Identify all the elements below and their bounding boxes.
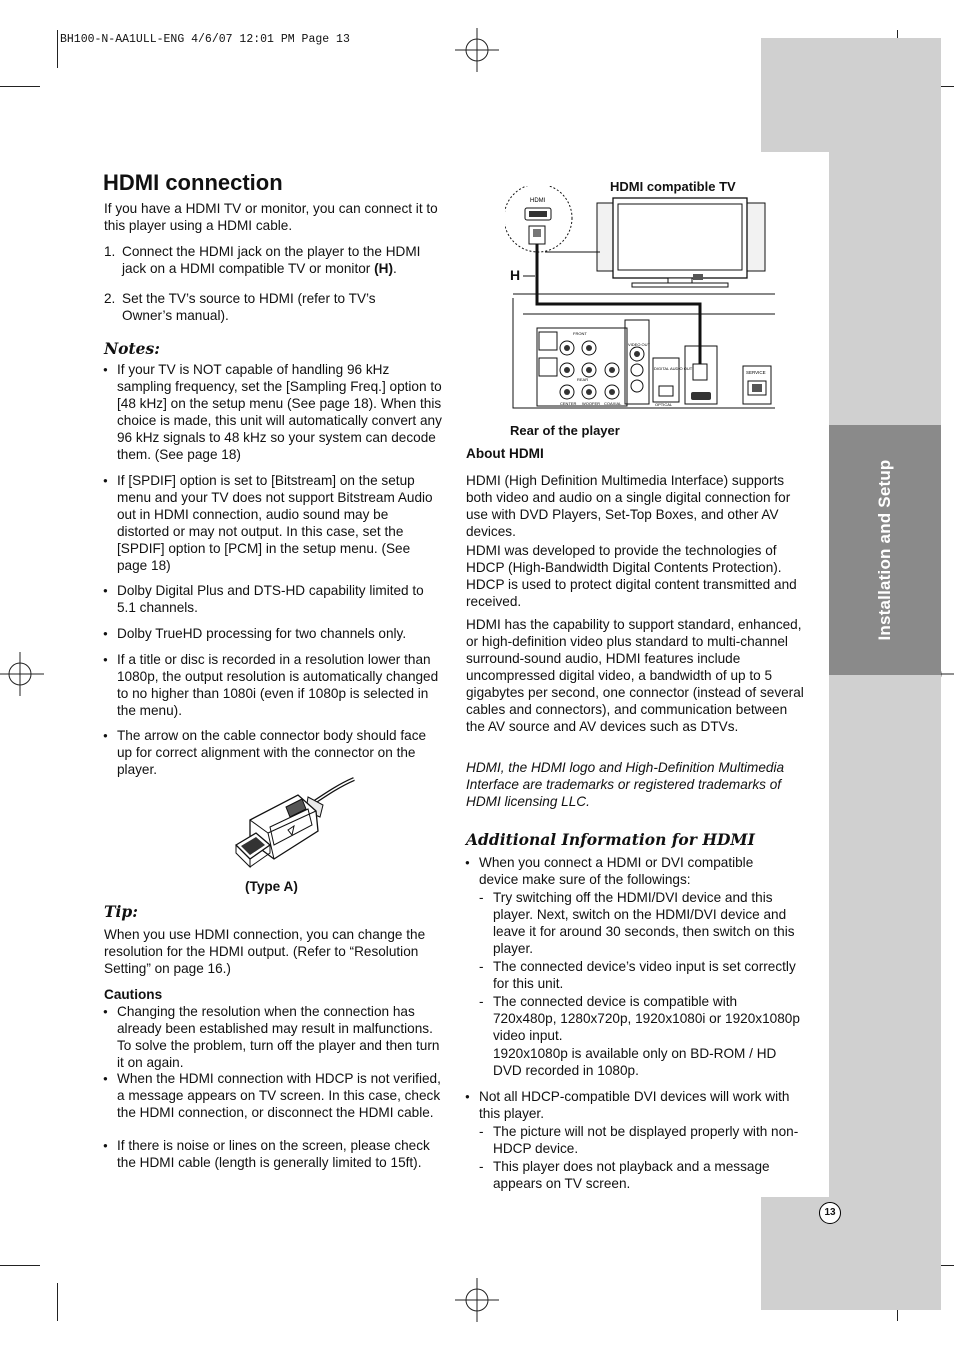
video-out-label: VIDEO OUT [628,342,651,347]
rear-jack-label: REAR [577,377,589,382]
front-jack-label: FRONT [573,331,587,336]
step-text: Set the TV’s source to HDMI (refer to TV’s Owner’s manual). [122,291,376,323]
intro-text: If you have a HDMI TV or monitor, you can connect it to this player using a HDMI cable. [104,201,438,233]
digital-audio-out-label: DIGITAL AUDIO OUT [654,366,693,371]
hdmi-connector-illustration [228,775,358,875]
note-item: ● Dolby TrueHD processing for two channels only. [117,625,443,642]
coaxial-jack-label: COAXIAL [604,401,622,406]
step-number: 2. [104,291,116,306]
woofer-jack-label: WOOFER [582,401,600,406]
center-jack-label: CENTER [560,401,577,406]
note-item: ● The arrow on the cable connector body should face up for correct alignment with the connector on the player. [117,727,443,778]
service-jack-label: SERVICE [746,370,766,375]
about-heading: About HDMI [466,446,544,461]
print-slug: BH100-N-AA1ULL-ENG 4/6/07 12:01 PM Page 13 [60,33,350,46]
note-item: ● If a title or disc is recorded in a resolution lower than 1080p, the output resolution is automatically changed to no higher than 1080i (even if 1080p is selected in the menu). [117,651,443,719]
crop-mark [0,1265,40,1266]
registration-mark-left [0,652,44,696]
crop-mark [0,86,40,87]
note-item: ● If your TV is NOT capable of handling 96 kHz sampling frequency, set the [Sampling Freq.] option to [48 kHz] on the setup menu (See page 18). When this choice is made, this unit will automatically convert any 96 kHz signals to 48 kHz so your system can decode them. (See page 18) [117,361,443,463]
caution-item: ● When the HDMI connection with HDCP is not verified, a message appears on TV screen. In this case, check the HDMI connection, or disconnect the HDMI cable. [117,1070,445,1121]
step-number: 1. [104,244,116,259]
note-item: ● If [SPDIF] option is set to [Bitstream] on the setup menu and your TV does not support Bitstream Audio out in HDMI connection, audio sound may be distorted or may not output. In this case, set the [SPDIF] option to [PCM] in the setup menu. (See page 18) [117,472,443,574]
additional-item: ● Not all HDCP-compatible DVI devices will work with this player. [479,1088,799,1122]
page-number: 13 [819,1202,841,1224]
cautions-heading: Cautions [104,987,163,1002]
side-strip-top [761,38,941,152]
additional-subitem: - This player does not playback and a message appears on TV screen. [493,1158,803,1192]
optical-label: OPTICAL [655,402,673,407]
rear-label: Rear of the player [510,423,620,438]
note-item: ● Dolby Digital Plus and DTS-HD capability limited to 5.1 channels. [117,582,443,616]
caution-item: ● If there is noise or lines on the screen, please check the HDMI cable (length is generally limited to 15ft). [117,1137,445,1171]
registration-mark-top [455,28,499,72]
side-strip-bottom [761,1197,941,1310]
tip-text: When you use HDMI connection, you can change the resolution for the HDMI output. (Refer to “Resolution Setting” on page 16.) [104,927,426,976]
crop-mark [57,30,58,68]
additional-subitem-note: 1920x1080p is available only on BD-ROM / HD DVD recorded in 1080p. [493,1046,777,1078]
tv-label: HDMI compatible TV [610,179,736,194]
caution-item: ● Changing the resolution when the connection has already been established may result in malfunctions. To solve the problem, turn off the player and then turn it on again. [117,1003,445,1071]
additional-heading: Additional Information for HDMI [466,830,755,849]
about-paragraph: HDMI (High Definition Multimedia Interface) supports both video and audio on a single digital connection for use with DVD Players, Set-Top Boxes, and other AV devices. [466,473,791,539]
additional-subitem: - The connected device is compatible with 720x480p, 1280x720p, 1920x1080i or 1920x1080p video input. [493,993,803,1044]
registration-mark-bottom [455,1278,499,1322]
hdmi-port-label: HDMI [530,198,546,204]
additional-subitem: - Try switching off the HDMI/DVI device and this player. Next, switch on the HDMI/DVI device and leave it for around 30 seconds, then switch on this player. [493,889,803,957]
about-paragraph: HDMI was developed to provide the technologies of HDCP (High-Bandwidth Digital Contents Protection). HDCP is used to protect digital content transmitted and received. [466,543,797,609]
trademark-note: HDMI, the HDMI logo and High-Definition Multimedia Interface are trademarks or registered trademarks of HDMI licensing LLC. [466,760,785,809]
step-text: Connect the HDMI jack on the player to the HDMI jack on a HDMI compatible TV or monitor (H). [122,244,421,276]
tip-heading: Tip: [104,902,138,921]
connector-caption: (Type A) [245,879,298,894]
additional-subitem: - The picture will not be displayed properly with non-HDCP device. [493,1123,803,1157]
notes-heading: Notes: [104,339,160,358]
additional-item: ● When you connect a HDMI or DVI compatible device make sure of the followings: [479,854,789,888]
page-title: HDMI connection [103,170,283,195]
additional-subitem: - The connected device’s video input is set correctly for this unit. [493,958,803,992]
section-tab: Installation and Setup [829,425,941,675]
crop-mark [57,1283,58,1321]
connection-diagram [505,186,785,416]
about-paragraph: HDMI has the capability to support standard, enhanced, or high-definition video plus standard to multi-channel surround-sound audio, HDMI features include uncompressed digital video, a bandwidth of up to 5 gigabytes per second, one connector (instead of several cables and connectors), and communication between the AV source and AV devices such as DTVs. [466,617,804,734]
tv-icon [597,198,765,287]
h-callout: H [510,267,521,283]
